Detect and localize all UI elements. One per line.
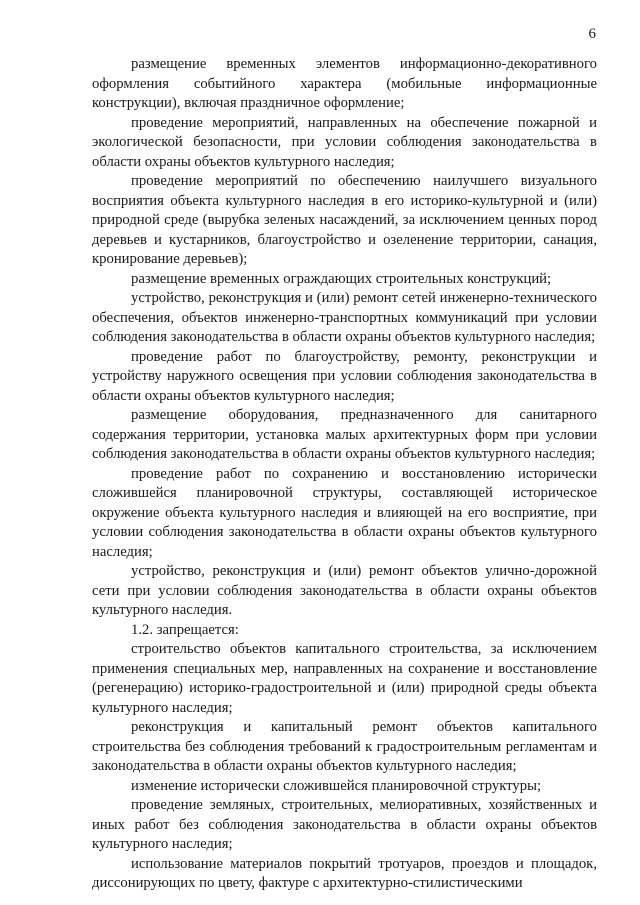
paragraph: проведение мероприятий, направленных на обеспечение пожарной и экологической безопасности, при условии соблюдения законодательства в области охраны объектов культурного наследия;	[92, 114, 597, 170]
paragraph: размещение временных элементов информационно-декоративного оформления событийного характера (мобильные информационные конструкции), включая праздничное оформление;	[92, 56, 597, 111]
paragraph: устройство, реконструкция и (или) ремонт объектов улично-дорожной сети при условии соблюдения законодательства в области охраны объектов культурного наследия.	[92, 563, 597, 618]
paragraph: проведение мероприятий по обеспечению наилучшего визуального восприятия объекта культурного наследия в его историко-культурной и (или) природной среде (вырубка зеленых насаждений, за исключением ценных пород деревьев и кустарников, благоустройство и озеленение территории, санация, кронирование деревьев);	[92, 173, 597, 267]
paragraph: использование материалов покрытий тротуаров, проездов и площадок, диссонирующих по цвету, фактуре с архитектурно-стилистическими	[92, 855, 597, 891]
paragraph: устройство, реконструкция и (или) ремонт сетей инженерно-технического обеспечения, объектов инженерно-транспортных коммуникаций при условии соблюдения законодательства в области охраны объектов культурного наследия;	[92, 290, 597, 345]
document-body	[92, 55, 597, 894]
page-number: 6	[588, 26, 596, 42]
paragraph: проведение работ по сохранению и восстановлению исторически сложившейся планировочной структуры, составляющей историческое окружение объекта культурного наследия и влияющей на его восприятие, при условии соблюдения законодательства в области охраны объектов культурного наследия;	[92, 465, 597, 560]
paragraph: размещение временных ограждающих строительных конструкций;	[131, 270, 552, 287]
paragraph: изменение исторически сложившейся планировочной структуры;	[131, 777, 542, 794]
paragraph: проведение работ по благоустройству, ремонту, реконструкции и устройству наружного освещения при условии соблюдения законодательства в области охраны объектов культурного наследия;	[92, 348, 597, 404]
paragraph: строительство объектов капитального строительства, за исключением применения специальных мер, направленных на сохранение и восстановление (регенерацию) историко-градостроительной и (или) природной среды объекта культурного наследия;	[92, 641, 597, 716]
paragraph: реконструкция и капитальный ремонт объектов капитального строительства без соблюдения требований к градостроительным регламентам и законодательства в области охраны объектов культурного наследия;	[92, 719, 597, 774]
paragraph: размещение оборудования, предназначенного для санитарного содержания территории, установка малых архитектурных форм при условии соблюдения законодательства в области охраны объектов культурного наследия;	[92, 407, 597, 462]
section-heading: 1.2. запрещается:	[131, 621, 239, 638]
paragraph: проведение земляных, строительных, мелиоративных, хозяйственных и иных работ без соблюдения законодательства в области охраны объектов культурного наследия;	[92, 797, 597, 852]
